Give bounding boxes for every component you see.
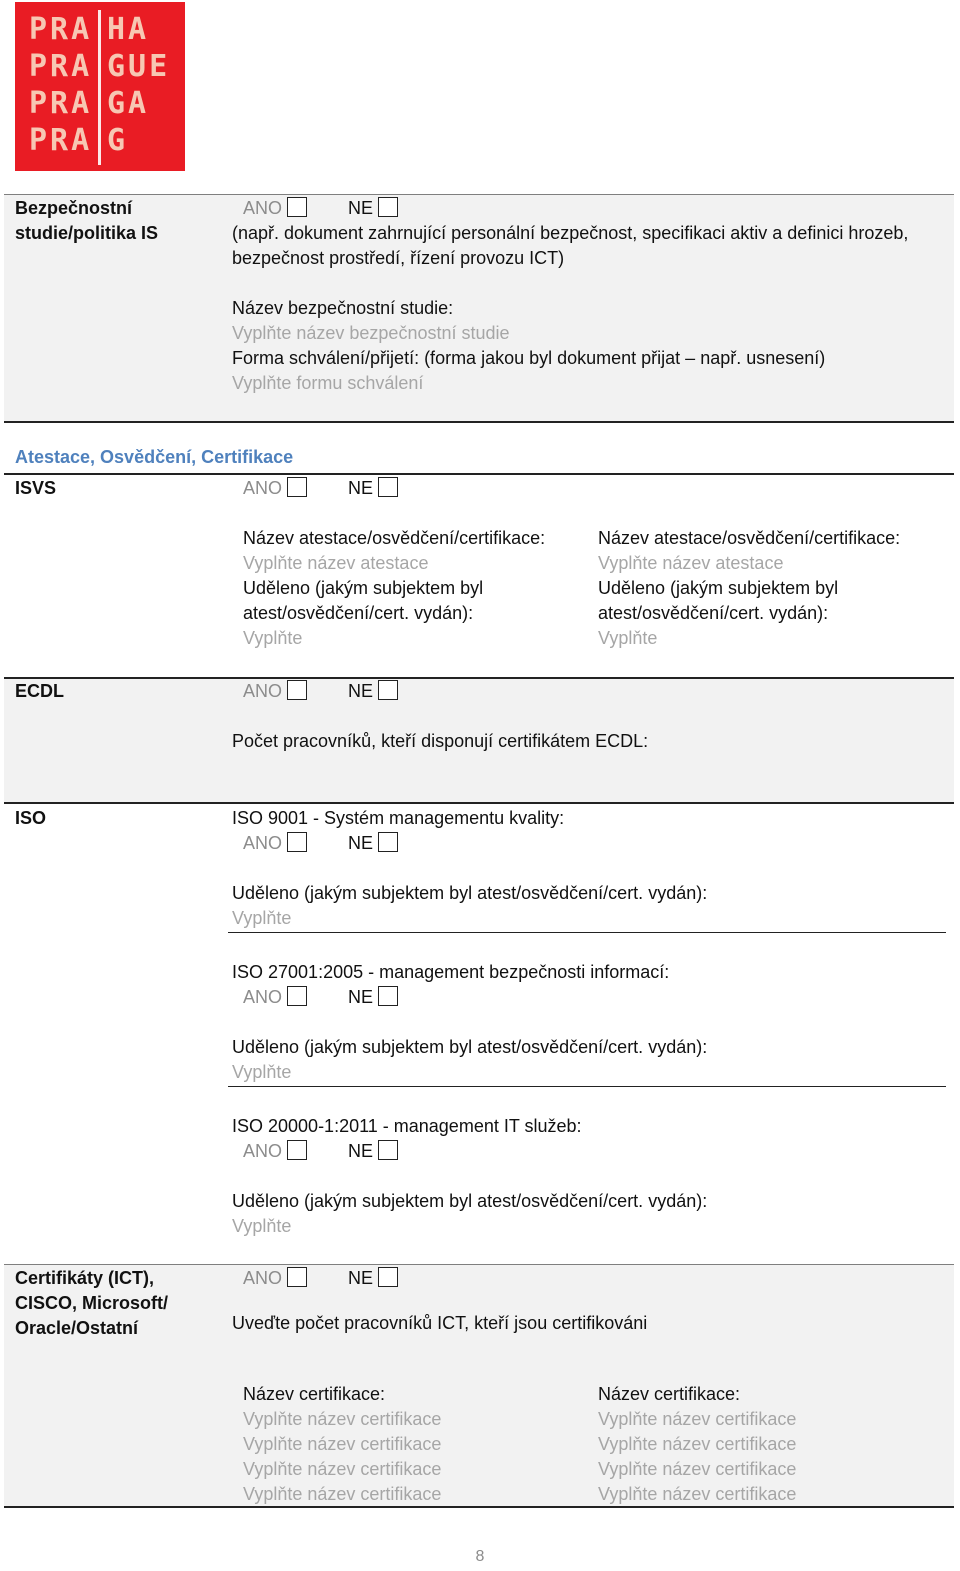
divider xyxy=(4,677,954,679)
divider xyxy=(4,1506,954,1508)
logo-text: HA xyxy=(107,12,150,47)
granted-label: Uděleno (jakým subjektem byl xyxy=(243,578,484,598)
study-name-label: Název bezpečnostní studie: xyxy=(232,298,454,318)
attestation-name-field[interactable]: Vyplňte název atestace xyxy=(243,553,429,573)
yes-label: ANO xyxy=(243,987,283,1007)
cert-name-field[interactable]: Vyplňte název certifikace xyxy=(598,1459,797,1479)
prague-logo xyxy=(15,2,185,171)
yes-label: ANO xyxy=(243,478,283,498)
cert-name-label: Název certifikace: xyxy=(243,1384,386,1404)
yes-label: ANO xyxy=(243,1268,283,1288)
no-checkbox[interactable] xyxy=(378,477,398,497)
iso-label: ISO xyxy=(15,808,47,828)
certificates-label: Oracle/Ostatní xyxy=(15,1318,139,1338)
section-heading: Atestace, Osvědčení, Certifikace xyxy=(15,447,294,467)
iso-27001-title: ISO 27001:2005 - management bezpečnosti informací: xyxy=(232,962,670,982)
logo-text: GUE xyxy=(107,49,171,84)
no-checkbox[interactable] xyxy=(378,680,398,700)
granted-label: Uděleno (jakým subjektem byl xyxy=(598,578,839,598)
iso-20000-title: ISO 20000-1:2011 - management IT služeb: xyxy=(232,1116,582,1136)
no-label: NE xyxy=(348,198,374,218)
divider xyxy=(4,473,954,475)
yes-checkbox[interactable] xyxy=(287,680,307,700)
yes-checkbox[interactable] xyxy=(287,477,307,497)
security-study-label: Bezpečnostní xyxy=(15,198,133,218)
yes-no-group xyxy=(243,476,374,501)
logo-text: G xyxy=(107,123,129,158)
logo-row xyxy=(15,123,185,160)
no-checkbox[interactable] xyxy=(378,197,398,217)
granted-label: Uděleno (jakým subjektem byl atest/osvědčení/cert. vydán): xyxy=(232,1037,708,1057)
no-label: NE xyxy=(348,987,374,1007)
logo-row xyxy=(15,12,185,49)
certificates-label: Certifikáty (ICT), xyxy=(15,1268,155,1288)
cert-name-label: Název certifikace: xyxy=(598,1384,741,1404)
logo-row xyxy=(15,86,185,123)
no-label: NE xyxy=(348,1141,374,1161)
divider xyxy=(4,802,954,804)
divider xyxy=(228,932,946,933)
no-label: NE xyxy=(348,1268,374,1288)
ecdl-label: ECDL xyxy=(15,681,64,701)
ecdl-count-label: Počet pracovníků, kteří disponují certifikátem ECDL: xyxy=(232,731,649,751)
divider xyxy=(4,421,954,423)
granted-label: atest/osvědčení/cert. vydán): xyxy=(598,603,829,623)
yes-checkbox[interactable] xyxy=(287,986,307,1006)
yes-no-group xyxy=(243,1266,374,1291)
yes-label: ANO xyxy=(243,833,283,853)
approval-field[interactable]: Vyplňte formu schválení xyxy=(232,373,424,393)
granted-field[interactable]: Vyplňte xyxy=(243,628,303,648)
no-label: NE xyxy=(348,478,374,498)
cert-name-field[interactable]: Vyplňte název certifikace xyxy=(598,1484,797,1504)
yes-label: ANO xyxy=(243,681,283,701)
yes-checkbox[interactable] xyxy=(287,832,307,852)
cert-name-field[interactable]: Vyplňte název certifikace xyxy=(243,1434,442,1454)
yes-no-group xyxy=(243,1139,374,1164)
attestation-name-label: Název atestace/osvědčení/certifikace: xyxy=(243,528,546,548)
divider xyxy=(228,1086,946,1087)
divider xyxy=(4,1264,954,1265)
granted-field[interactable]: Vyplňte xyxy=(232,1216,292,1236)
no-checkbox[interactable] xyxy=(378,1140,398,1160)
divider xyxy=(4,194,954,195)
granted-label: Uděleno (jakým subjektem byl atest/osvědčení/cert. vydán): xyxy=(232,1191,708,1211)
logo-text: PRA xyxy=(29,12,93,47)
yes-label: ANO xyxy=(243,198,283,218)
no-checkbox[interactable] xyxy=(378,832,398,852)
granted-field[interactable]: Vyplňte xyxy=(232,908,292,928)
yes-checkbox[interactable] xyxy=(287,1140,307,1160)
page-number: 8 xyxy=(475,1548,485,1565)
no-checkbox[interactable] xyxy=(378,986,398,1006)
cert-name-field[interactable]: Vyplňte název certifikace xyxy=(598,1409,797,1429)
description-text: (např. dokument zahrnující personální bezpečnost, specifikaci aktiv a definici hrozeb, xyxy=(232,223,909,243)
logo-text: PRA xyxy=(29,86,93,121)
description-text: bezpečnost prostředí, řízení provozu ICT) xyxy=(232,248,565,268)
security-study-label: studie/politika IS xyxy=(15,223,159,243)
yes-checkbox[interactable] xyxy=(287,197,307,217)
no-label: NE xyxy=(348,833,374,853)
logo-text: PRA xyxy=(29,49,93,84)
certificates-label: CISCO, Microsoft/ xyxy=(15,1293,169,1313)
cert-name-field[interactable]: Vyplňte název certifikace xyxy=(243,1409,442,1429)
yes-no-group xyxy=(243,679,374,704)
no-label: NE xyxy=(348,681,374,701)
yes-no-group xyxy=(243,985,374,1010)
ict-count-label: Uveďte počet pracovníků ICT, kteří jsou certifikováni xyxy=(232,1313,648,1333)
cert-name-field[interactable]: Vyplňte název certifikace xyxy=(243,1459,442,1479)
cert-name-field[interactable]: Vyplňte název certifikace xyxy=(243,1484,442,1504)
cert-name-field[interactable]: Vyplňte název certifikace xyxy=(598,1434,797,1454)
granted-label: atest/osvědčení/cert. vydán): xyxy=(243,603,474,623)
study-name-field[interactable]: Vyplňte název bezpečnostní studie xyxy=(232,323,510,343)
attestation-name-field[interactable]: Vyplňte název atestace xyxy=(598,553,784,573)
iso-9001-title: ISO 9001 - Systém managementu kvality: xyxy=(232,808,565,828)
logo-text: PRA xyxy=(29,123,93,158)
no-checkbox[interactable] xyxy=(378,1267,398,1287)
approval-label: Forma schválení/přijetí: (forma jakou byl dokument přijat – např. usnesení) xyxy=(232,348,826,368)
granted-field[interactable]: Vyplňte xyxy=(598,628,658,648)
yes-checkbox[interactable] xyxy=(287,1267,307,1287)
yes-label: ANO xyxy=(243,1141,283,1161)
yes-no-group xyxy=(243,196,374,221)
isvs-label: ISVS xyxy=(15,478,57,498)
granted-label: Uděleno (jakým subjektem byl atest/osvědčení/cert. vydán): xyxy=(232,883,708,903)
granted-field[interactable]: Vyplňte xyxy=(232,1062,292,1082)
logo-text: GA xyxy=(107,86,150,121)
yes-no-group xyxy=(243,831,374,856)
logo-row xyxy=(15,49,185,86)
attestation-name-label: Název atestace/osvědčení/certifikace: xyxy=(598,528,901,548)
